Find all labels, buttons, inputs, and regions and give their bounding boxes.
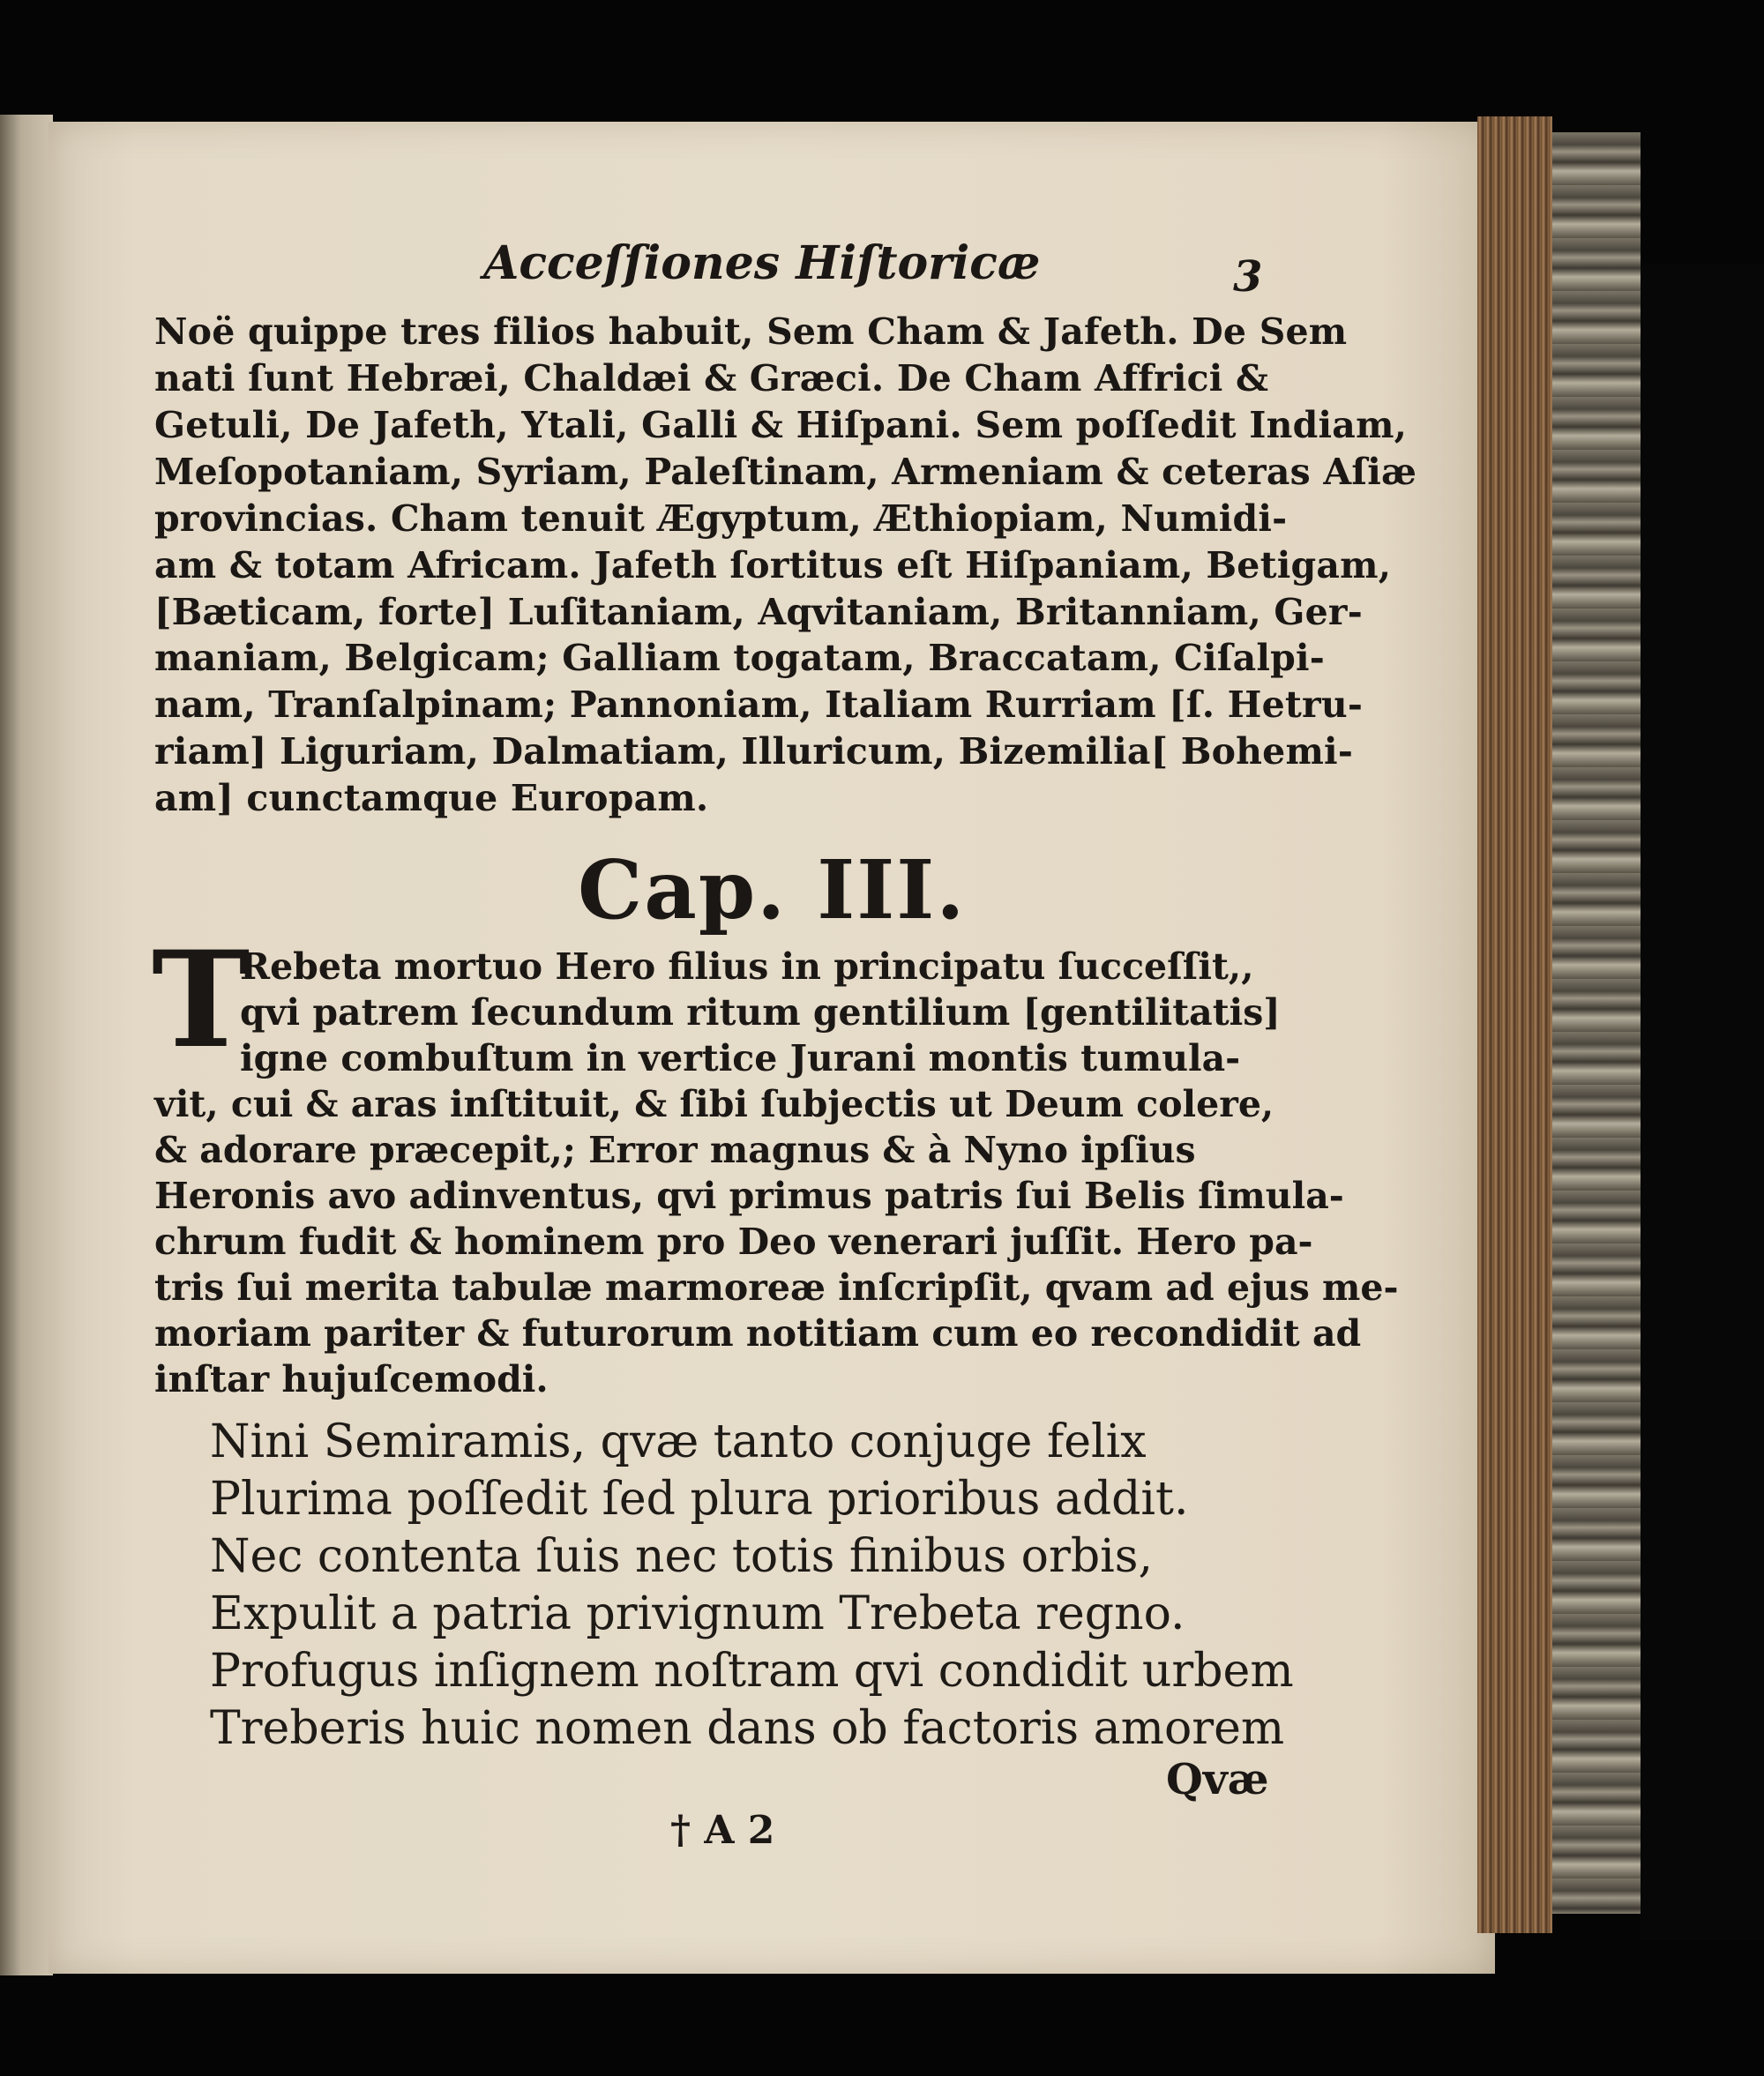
paragraph1-line: [Bæticam, forte] Luſitaniam, Aqvitaniam, Britanniam, Ger- [154,591,1363,633]
paragraph1-line: Noë quippe tres filios habuit, Sem Cham & Jafeth. De Sem [154,310,1348,353]
chapter-heading: Cap. III. [578,842,967,937]
signature-mark: † A 2 [670,1808,775,1853]
page-number: 3 [1233,252,1263,302]
paragraph1-line: nati ſunt Hebræi, Chaldæi & Græci. De Cham Affrici & [154,357,1269,400]
paragraph2-line: & adorare præcepit,; Error magnus & à Nyno ipſius [154,1129,1196,1171]
running-header: Acceſſiones Hiſtoricæ [483,236,1041,290]
paragraph2-line: Rebeta mortuo Hero filius in principatu ſucceſſit,, [240,945,1254,988]
paragraph1-line: maniam, Belgicam; Galliam togatam, Braccatam, Ciſalpi- [154,637,1325,679]
paragraph1-line: riam] Liguriam, Dalmatiam, Illuricum, Bizemilia[ Bohemi- [154,730,1354,773]
paragraph1-line: am] cunctamque Europam. [154,777,709,819]
paragraph2-line: moriam pariter & futurorum notitiam cum eo recondidit ad [154,1312,1362,1355]
paragraph1-line: nam, Tranſalpinam; Pannoniam, Italiam Rurriam [ſ. Hetru- [154,683,1364,726]
verse-line: Treberis huic nomen dans ob factoris amorem [210,1702,1285,1755]
verse-line: Expulit a patria privignum Trebeta regno. [210,1587,1185,1640]
paragraph1-line: am & totam Africam. Jafeth ſortitus eſt Hiſpaniam, Betigam, [154,544,1392,586]
paragraph2-line: qvi patrem ſecundum ritum gentilium [gentilitatis] [240,991,1281,1034]
verse-line: Nec contenta ſuis nec totis finibus orbis, [210,1530,1153,1583]
verse-line: Nini Semiramis, qvæ tanto conjuge felix [210,1415,1147,1468]
paragraph1-line: Meſopotaniam, Syriam, Paleſtinam, Armeniam & ceteras Aſiæ [154,451,1417,493]
paragraph1-line: provincias. Cham tenuit Ægyptum, Æthiopiam, Numidi- [154,497,1288,540]
paragraph2-line: Heronis avo adinventus, qvi primus patris ſui Belis ſimula- [154,1175,1344,1217]
catchword: Qvæ [1166,1755,1269,1804]
paragraph2-line: tris ſui merita tabulæ marmoreæ inſcripſit, qvam ad ejus me- [154,1266,1399,1309]
verse-line: Profugus inſignem noſtram qvi condidit urbem [210,1645,1294,1698]
verse-line: Plurima poſſedit ſed plura prioribus addit. [210,1473,1189,1526]
paragraph2-line: inſtar hujuſcemodi. [154,1358,549,1400]
paragraph2-line: vit, cui & aras inſtituit, & ſibi ſubjectis ut Deum colere, [154,1083,1274,1125]
drop-cap: T [152,922,250,1078]
paragraph2-line: igne combuſtum in vertice Jurani montis tumula- [240,1037,1241,1079]
paragraph1-line: Getuli, De Jafeth, Ytali, Galli & Hiſpani. Sem poſſedit Indiam, [154,404,1408,446]
paragraph2-line: chrum fudit & hominem pro Deo venerari juſſit. Hero pa- [154,1221,1313,1263]
